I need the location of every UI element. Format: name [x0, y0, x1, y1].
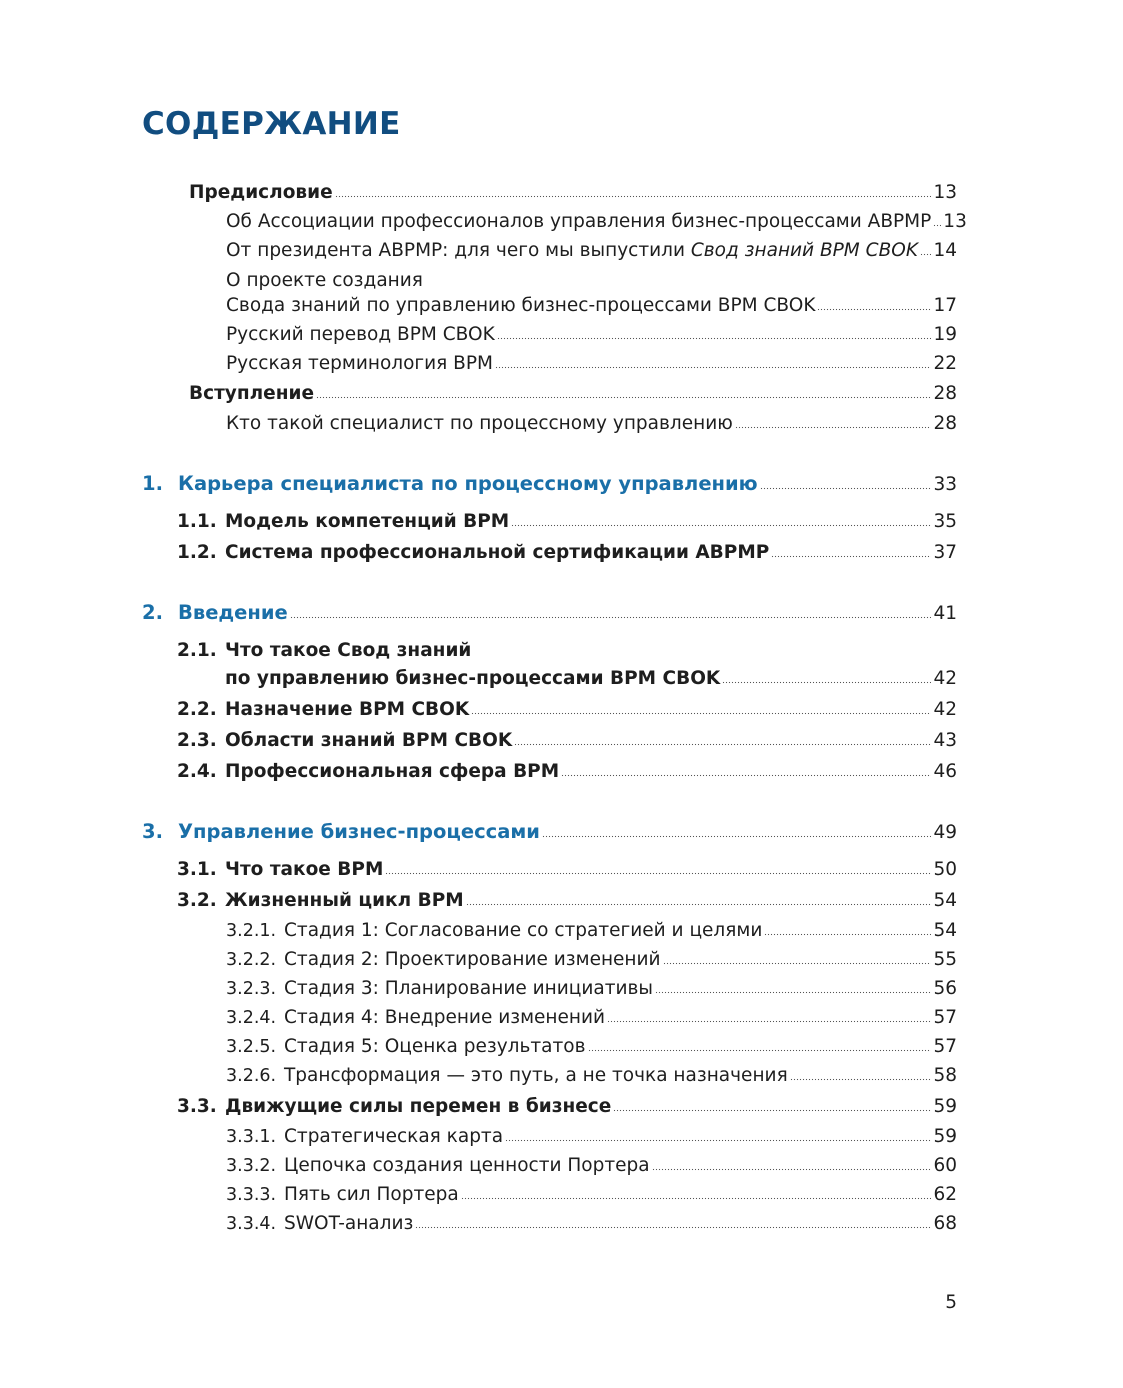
toc-entry[interactable]: [226, 353, 957, 379]
toc-page-number: 14: [933, 240, 957, 261]
toc-entry-title: Трансформация — это путь, а не точка назначения: [284, 1065, 788, 1086]
toc-entry-title: Об Ассоциации профессионалов управления бизнес-процессами ABPMP: [226, 211, 932, 232]
toc-entry-title: Русский перевод BPM CBOK: [226, 324, 495, 345]
leader-dots: [817, 305, 931, 311]
toc-entry-number: 3.2.6.: [226, 1066, 277, 1086]
toc-section[interactable]: [177, 890, 957, 916]
toc-entry-title: Стадия 3: Планирование инициативы: [284, 978, 654, 999]
leader-dots: [722, 678, 931, 684]
toc-entry-number: 3.2.2.: [226, 950, 277, 970]
toc-entry-number: 3.2.1.: [226, 921, 277, 941]
toc-entry-title: Свода знаний по управлению бизнес-процессами BPM CBOK: [226, 295, 816, 316]
toc-page-number: 43: [933, 730, 957, 751]
leader-dots: [290, 613, 932, 619]
toc-section-first-line: [177, 640, 471, 666]
toc-entry-title: Что такое BPM: [225, 859, 384, 880]
toc-page-number: 42: [933, 699, 957, 720]
toc-page-number: 50: [933, 859, 957, 880]
toc-entry-title: SWOT-анализ: [284, 1213, 414, 1234]
toc-entry-title: Модель компетенций BPM: [225, 511, 510, 532]
toc-entry-title: по управлению бизнес-процессами BPM CBOK: [225, 668, 721, 689]
leader-dots: [920, 250, 931, 256]
toc-entry-number: 3.2.5.: [226, 1037, 277, 1057]
toc-entry-title: Движущие силы перемен в бизнесе: [225, 1096, 612, 1117]
toc-page-number: 54: [933, 890, 957, 911]
toc-subsection[interactable]: [226, 978, 957, 1004]
leader-dots: [933, 221, 941, 227]
toc-page-number: 58: [933, 1065, 957, 1086]
toc-page-number: 59: [933, 1096, 957, 1117]
toc-entry-title-line1: Что такое Свод знаний: [225, 640, 472, 661]
leader-dots: [607, 1017, 931, 1023]
leader-dots: [497, 334, 932, 340]
toc-subsection[interactable]: [226, 1036, 957, 1062]
toc-entry-title: Стадия 1: Согласование со стратегией и целями: [284, 920, 763, 941]
toc-page-number: 22: [933, 353, 957, 374]
toc-section[interactable]: [177, 761, 957, 787]
toc-entry-number: 1.: [142, 472, 163, 495]
leader-dots: [613, 1106, 931, 1112]
leader-dots: [561, 771, 931, 777]
toc-entry[interactable]: [226, 295, 957, 321]
toc-chapter[interactable]: [142, 601, 957, 627]
leader-dots: [542, 832, 931, 838]
toc-entry[interactable]: [226, 211, 967, 237]
toc-section[interactable]: [177, 511, 957, 537]
toc-page-number: 13: [933, 182, 957, 203]
leader-dots: [655, 988, 931, 994]
page-title: СОДЕРЖАНИЕ: [142, 106, 401, 142]
toc-entry-title: Система профессиональной сертификации ABPMP: [225, 542, 770, 563]
toc-entry-number: 1.2.: [177, 542, 217, 563]
toc-section[interactable]: [177, 1096, 957, 1122]
leader-dots: [461, 1194, 932, 1200]
leader-dots: [790, 1075, 932, 1081]
toc-page-number: 41: [933, 603, 957, 624]
toc-entry-title: Цепочка создания ценности Портера: [284, 1155, 650, 1176]
toc-entry-number: 3.: [142, 820, 163, 843]
toc-page-number: 33: [933, 474, 957, 495]
toc-entry-title: Введение: [178, 601, 288, 624]
toc-page-number: 17: [933, 295, 957, 316]
toc-page-number: 28: [933, 413, 957, 434]
toc-chapter[interactable]: [142, 820, 957, 846]
toc-page-number: 37: [933, 542, 957, 563]
toc-entry-number: 2.4.: [177, 761, 217, 782]
leader-dots: [316, 393, 931, 399]
toc-subsection[interactable]: [226, 1126, 957, 1152]
toc-entry-title-italic: Свод знаний BPM CBOK: [690, 240, 918, 261]
toc-entry-title: Кто такой специалист по процессному управлению: [226, 413, 733, 434]
toc-page-number: 13: [943, 211, 967, 232]
toc-entry-number: 3.2.3.: [226, 979, 277, 999]
toc-entry-title: Жизненный цикл BPM: [225, 890, 464, 911]
toc-subsection[interactable]: [226, 949, 957, 975]
toc-entry-number: 3.3.: [177, 1096, 217, 1117]
toc-subsection[interactable]: [226, 1065, 957, 1091]
toc-entry-number: 3.3.2.: [226, 1156, 277, 1176]
leader-dots: [735, 423, 932, 429]
leader-dots: [471, 709, 931, 715]
toc-entry-title: Пять сил Портера: [284, 1184, 459, 1205]
toc-entry-number: 2.: [142, 601, 163, 624]
toc-entry-title: Предисловие: [189, 182, 333, 203]
toc-page-number: 35: [933, 511, 957, 532]
toc-page-number: 57: [933, 1036, 957, 1057]
toc-entry-number: 1.1.: [177, 511, 217, 532]
toc-entry-number: 2.1.: [177, 640, 217, 661]
leader-dots: [663, 959, 932, 965]
leader-dots: [760, 484, 932, 490]
toc-entry-number: 3.2.4.: [226, 1008, 277, 1028]
toc-entry[interactable]: [226, 413, 957, 439]
toc-entry[interactable]: [226, 324, 957, 350]
leader-dots: [771, 552, 931, 558]
toc-entry-number: 3.2.: [177, 890, 217, 911]
toc-entry-intro[interactable]: [189, 383, 957, 409]
toc-entry-title: Карьера специалиста по процессному управлению: [178, 472, 758, 495]
toc-section[interactable]: [177, 542, 957, 568]
toc-subsection[interactable]: [226, 1007, 957, 1033]
toc-subsection[interactable]: [226, 1184, 957, 1210]
toc-entry-title-regular: От президента ABPMP: для чего мы выпустили: [226, 240, 691, 261]
toc-page-number: 46: [933, 761, 957, 782]
toc-page-number: 57: [933, 1007, 957, 1028]
toc-section[interactable]: [177, 730, 957, 756]
toc-entry-number: 3.1.: [177, 859, 217, 880]
toc-page-number: 56: [933, 978, 957, 999]
toc-page-number: 60: [933, 1155, 957, 1176]
toc-entry-number: 2.2.: [177, 699, 217, 720]
toc-entry-title: Профессиональная сфера BPM: [225, 761, 560, 782]
leader-dots: [652, 1165, 932, 1171]
toc-chapter[interactable]: [142, 472, 957, 498]
page-number: 5: [945, 1292, 957, 1313]
toc-entry-title: Назначение BPM CBOK: [225, 699, 470, 720]
toc-entry-preface[interactable]: [189, 182, 957, 208]
toc-page-number: 28: [933, 383, 957, 404]
toc-page-number: 59: [933, 1126, 957, 1147]
toc-entry-title: Русская терминология BPM: [226, 353, 493, 374]
toc-subsection[interactable]: [226, 920, 957, 946]
toc-subsection[interactable]: [226, 1155, 957, 1181]
toc-entry-title: Стадия 2: Проектирование изменений: [284, 949, 661, 970]
toc-page-number: 19: [933, 324, 957, 345]
toc-entry[interactable]: [226, 240, 957, 266]
leader-dots: [511, 521, 931, 527]
toc-entry-title: Стадия 5: Оценка результатов: [284, 1036, 586, 1057]
toc-entry-title: Стратегическая карта: [284, 1126, 504, 1147]
toc-section[interactable]: [177, 859, 957, 885]
leader-dots: [335, 192, 932, 198]
leader-dots: [466, 900, 932, 906]
leader-dots: [588, 1046, 932, 1052]
toc-section[interactable]: [177, 699, 957, 725]
leader-dots: [495, 363, 931, 369]
toc-page-number: 49: [933, 822, 957, 843]
leader-dots: [385, 869, 931, 875]
toc-page-number: 54: [933, 920, 957, 941]
leader-dots: [505, 1136, 931, 1142]
toc-page-number: 62: [933, 1184, 957, 1205]
toc-entry-title: Стадия 4: Внедрение изменений: [284, 1007, 606, 1028]
toc-entry-title: Области знаний BPM CBOK: [225, 730, 513, 751]
toc-entry-number: 2.3.: [177, 730, 217, 751]
toc-page-number: 42: [933, 668, 957, 689]
leader-dots: [415, 1223, 931, 1229]
toc-entry-title: Управление бизнес-процессами: [178, 820, 540, 843]
toc-subsection[interactable]: [226, 1213, 957, 1239]
toc-section[interactable]: [177, 668, 957, 694]
toc-page-number: 68: [933, 1213, 957, 1234]
toc-entry-title: Вступление: [189, 383, 315, 404]
toc-entry-number: 3.3.1.: [226, 1127, 277, 1147]
toc-page-number: 55: [933, 949, 957, 970]
leader-dots: [514, 740, 931, 746]
leader-dots: [764, 930, 931, 936]
toc-entry-number: 3.3.4.: [226, 1214, 277, 1234]
toc-entry-title: [226, 240, 918, 261]
toc-entry-number: 3.3.3.: [226, 1185, 277, 1205]
toc-entry-first-line: О проекте создания: [226, 270, 423, 291]
